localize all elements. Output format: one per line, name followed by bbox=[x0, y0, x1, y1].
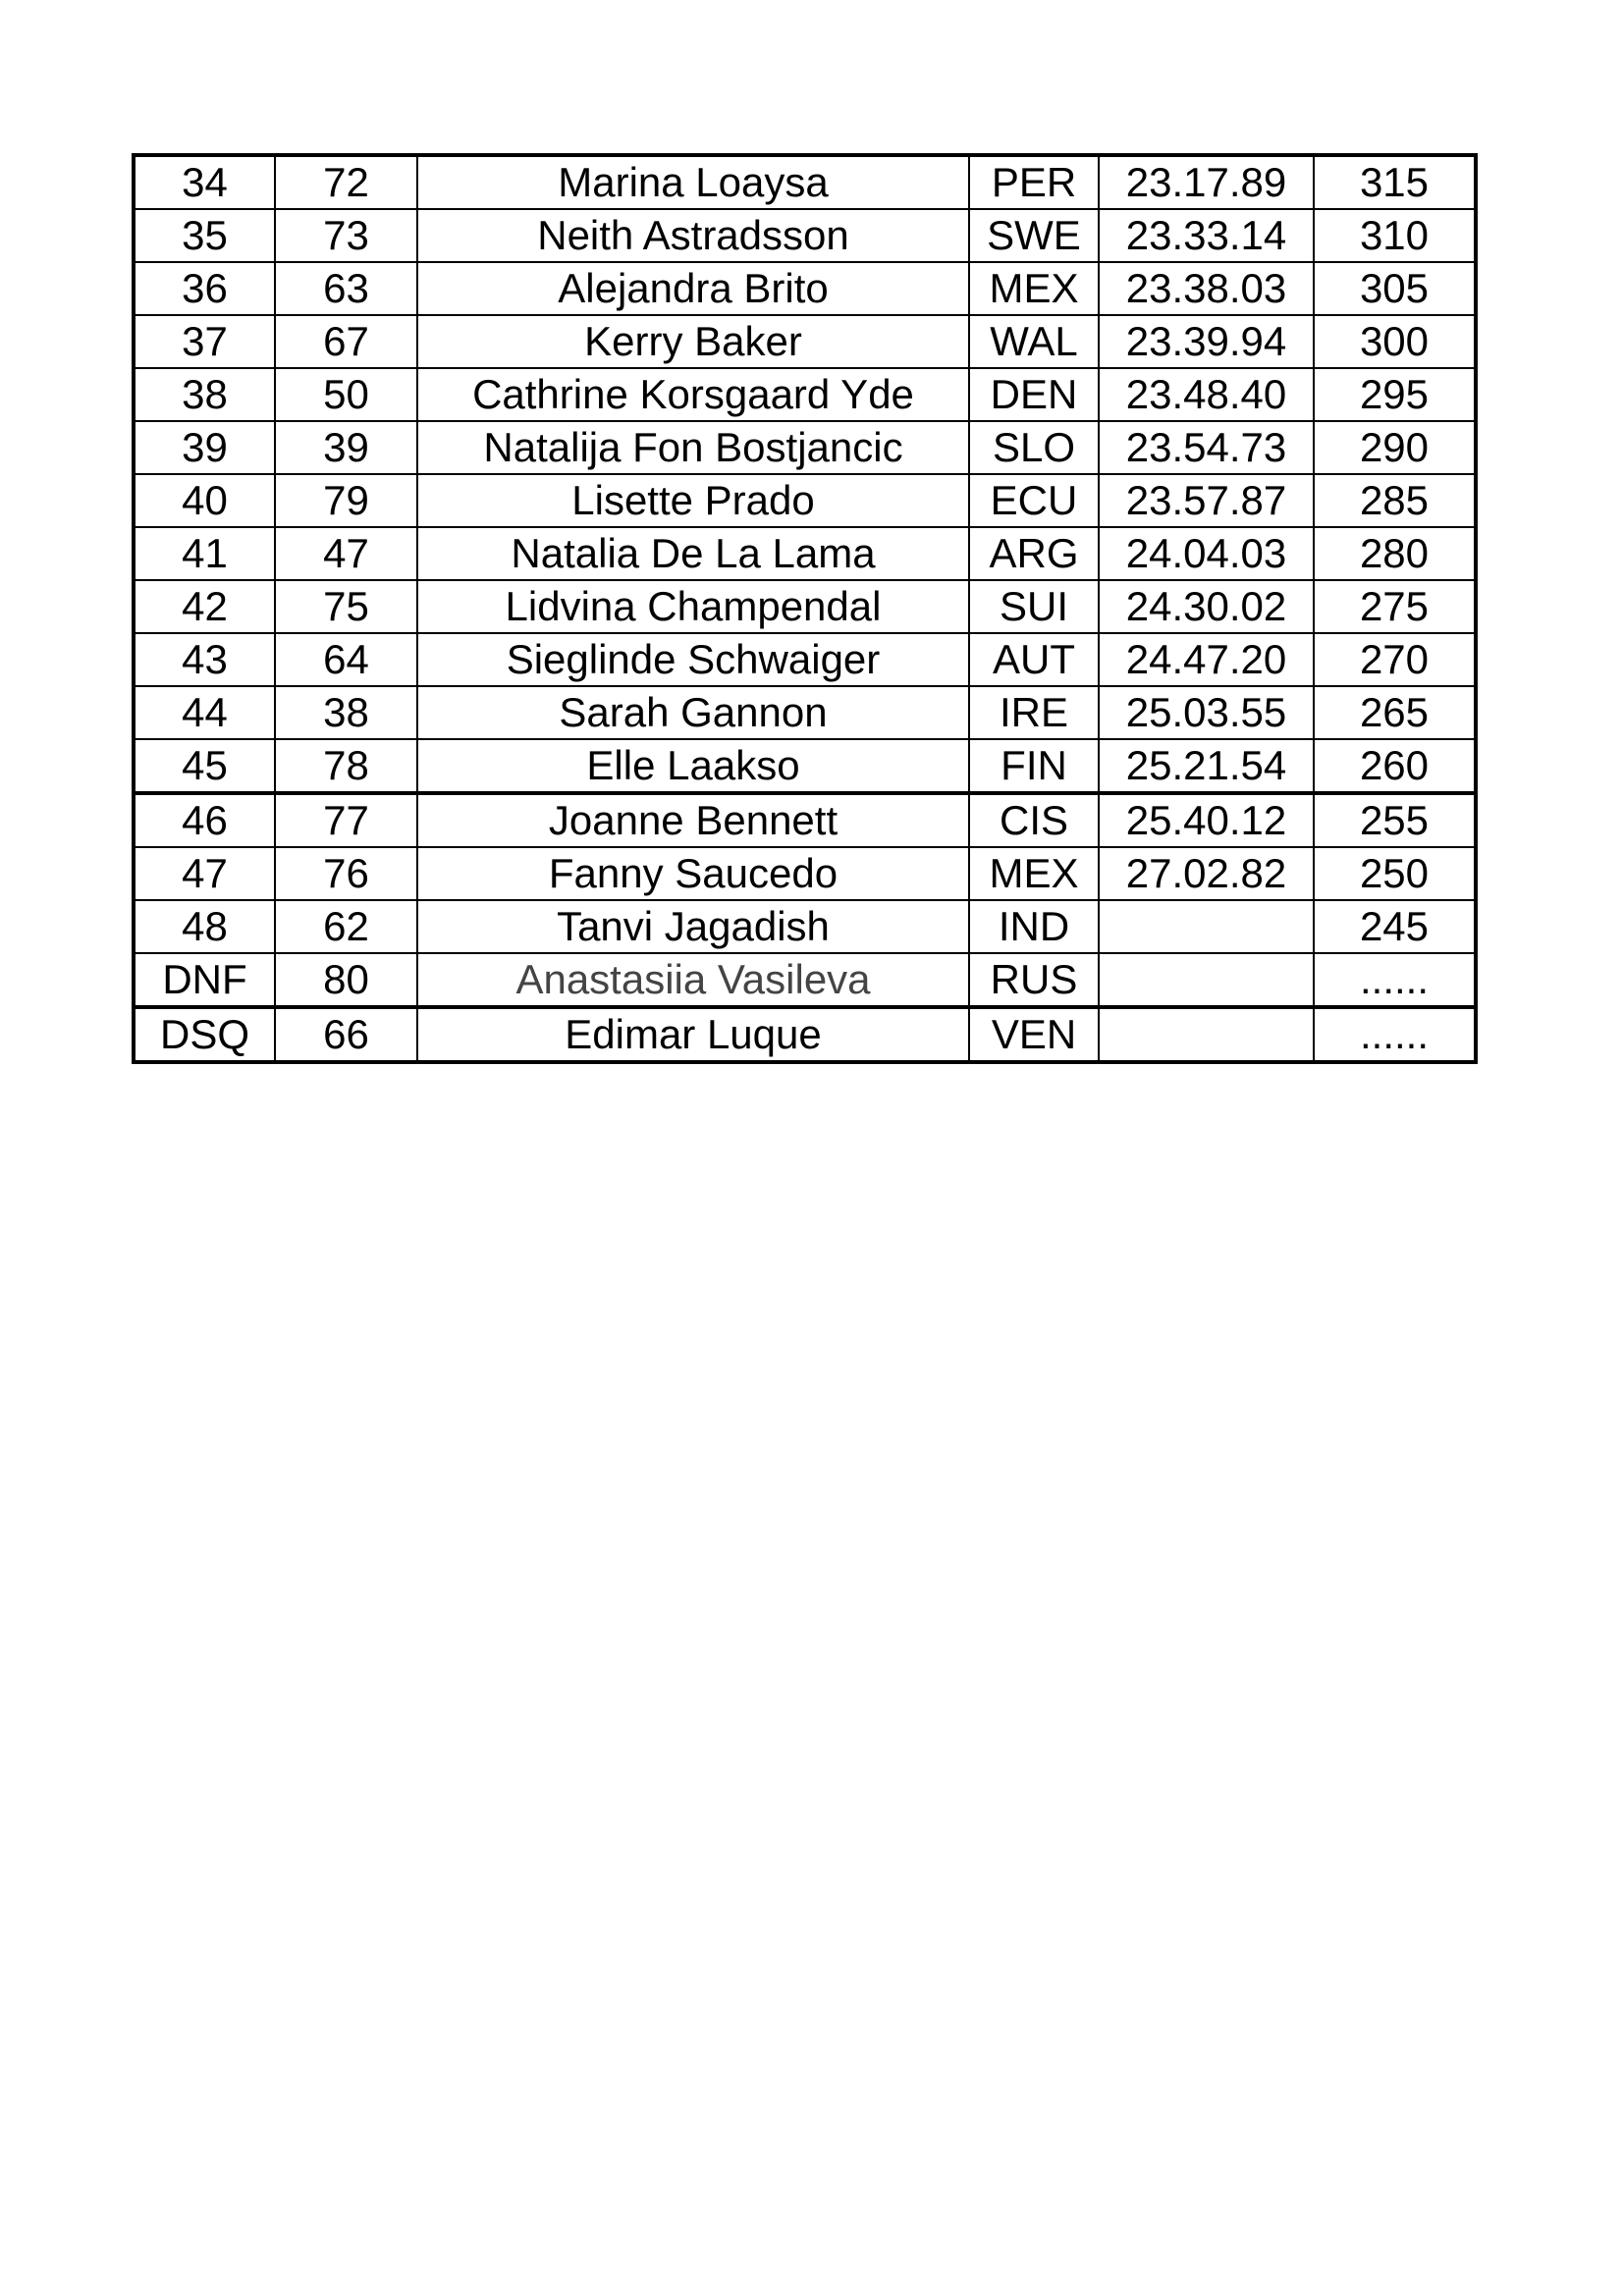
name-cell: Marina Loaysa bbox=[417, 155, 969, 209]
name-cell: Lisette Prado bbox=[417, 474, 969, 527]
nation-cell: DEN bbox=[969, 368, 1099, 421]
bib-cell: 76 bbox=[275, 847, 417, 900]
nation-cell: SLO bbox=[969, 421, 1099, 474]
points-cell: 245 bbox=[1314, 900, 1476, 953]
bib-cell: 73 bbox=[275, 209, 417, 262]
bib-cell: 75 bbox=[275, 580, 417, 633]
name-cell: Joanne Bennett bbox=[417, 793, 969, 847]
nation-cell: IND bbox=[969, 900, 1099, 953]
rank-cell: 34 bbox=[134, 155, 275, 209]
results-table bbox=[132, 153, 1478, 1064]
bib-cell: 79 bbox=[275, 474, 417, 527]
bib-cell: 77 bbox=[275, 793, 417, 847]
points-cell: 290 bbox=[1314, 421, 1476, 474]
points-cell: 310 bbox=[1314, 209, 1476, 262]
rank-cell: 38 bbox=[134, 368, 275, 421]
table-row bbox=[134, 953, 1476, 1007]
table-row bbox=[134, 739, 1476, 793]
name-cell: Natalija Fon Bostjancic bbox=[417, 421, 969, 474]
bib-cell: 66 bbox=[275, 1007, 417, 1062]
bib-cell: 39 bbox=[275, 421, 417, 474]
table-row bbox=[134, 686, 1476, 739]
rank-cell: 46 bbox=[134, 793, 275, 847]
nation-cell: PER bbox=[969, 155, 1099, 209]
name-cell: Kerry Baker bbox=[417, 315, 969, 368]
name-cell: Sarah Gannon bbox=[417, 686, 969, 739]
table-row bbox=[134, 793, 1476, 847]
time-cell: 24.47.20 bbox=[1099, 633, 1314, 686]
rank-cell: 36 bbox=[134, 262, 275, 315]
points-cell: 250 bbox=[1314, 847, 1476, 900]
table-row bbox=[134, 527, 1476, 580]
rank-cell: 39 bbox=[134, 421, 275, 474]
table-row bbox=[134, 474, 1476, 527]
name-cell: Fanny Saucedo bbox=[417, 847, 969, 900]
nation-cell: FIN bbox=[969, 739, 1099, 793]
time-cell: 23.57.87 bbox=[1099, 474, 1314, 527]
bib-cell: 64 bbox=[275, 633, 417, 686]
nation-cell: IRE bbox=[969, 686, 1099, 739]
points-cell: 260 bbox=[1314, 739, 1476, 793]
rank-cell: 44 bbox=[134, 686, 275, 739]
points-cell: 285 bbox=[1314, 474, 1476, 527]
time-cell bbox=[1099, 953, 1314, 1007]
time-cell: 23.39.94 bbox=[1099, 315, 1314, 368]
rank-cell: DSQ bbox=[134, 1007, 275, 1062]
bib-cell: 38 bbox=[275, 686, 417, 739]
table-row bbox=[134, 209, 1476, 262]
points-cell: ...... bbox=[1314, 1007, 1476, 1062]
bib-cell: 80 bbox=[275, 953, 417, 1007]
time-cell: 25.40.12 bbox=[1099, 793, 1314, 847]
bib-cell: 50 bbox=[275, 368, 417, 421]
name-cell: Anastasiia Vasileva bbox=[417, 953, 969, 1007]
points-cell: 305 bbox=[1314, 262, 1476, 315]
rank-cell: DNF bbox=[134, 953, 275, 1007]
table-row bbox=[134, 1007, 1476, 1062]
nation-cell: ARG bbox=[969, 527, 1099, 580]
table-row bbox=[134, 421, 1476, 474]
time-cell: 23.38.03 bbox=[1099, 262, 1314, 315]
bib-cell: 63 bbox=[275, 262, 417, 315]
nation-cell: RUS bbox=[969, 953, 1099, 1007]
bib-cell: 78 bbox=[275, 739, 417, 793]
points-cell: 265 bbox=[1314, 686, 1476, 739]
nation-cell: CIS bbox=[969, 793, 1099, 847]
rank-cell: 40 bbox=[134, 474, 275, 527]
time-cell: 23.33.14 bbox=[1099, 209, 1314, 262]
name-cell: Alejandra Brito bbox=[417, 262, 969, 315]
table-row bbox=[134, 847, 1476, 900]
time-cell: 23.54.73 bbox=[1099, 421, 1314, 474]
table-row bbox=[134, 368, 1476, 421]
time-cell bbox=[1099, 1007, 1314, 1062]
nation-cell: ECU bbox=[969, 474, 1099, 527]
table-row bbox=[134, 580, 1476, 633]
nation-cell: WAL bbox=[969, 315, 1099, 368]
nation-cell: AUT bbox=[969, 633, 1099, 686]
time-cell: 25.03.55 bbox=[1099, 686, 1314, 739]
time-cell: 27.02.82 bbox=[1099, 847, 1314, 900]
name-cell: Lidvina Champendal bbox=[417, 580, 969, 633]
nation-cell: MEX bbox=[969, 262, 1099, 315]
nation-cell: VEN bbox=[969, 1007, 1099, 1062]
points-cell: 275 bbox=[1314, 580, 1476, 633]
time-cell: 23.48.40 bbox=[1099, 368, 1314, 421]
bib-cell: 72 bbox=[275, 155, 417, 209]
name-cell: Elle Laakso bbox=[417, 739, 969, 793]
name-cell: Natalia De La Lama bbox=[417, 527, 969, 580]
rank-cell: 41 bbox=[134, 527, 275, 580]
name-cell: Neith Astradsson bbox=[417, 209, 969, 262]
rank-cell: 43 bbox=[134, 633, 275, 686]
nation-cell: SWE bbox=[969, 209, 1099, 262]
points-cell: 280 bbox=[1314, 527, 1476, 580]
points-cell: ...... bbox=[1314, 953, 1476, 1007]
points-cell: 295 bbox=[1314, 368, 1476, 421]
table-row bbox=[134, 315, 1476, 368]
time-cell: 24.30.02 bbox=[1099, 580, 1314, 633]
bib-cell: 67 bbox=[275, 315, 417, 368]
name-cell: Edimar Luque bbox=[417, 1007, 969, 1062]
table-row bbox=[134, 900, 1476, 953]
bib-cell: 62 bbox=[275, 900, 417, 953]
name-cell: Sieglinde Schwaiger bbox=[417, 633, 969, 686]
points-cell: 300 bbox=[1314, 315, 1476, 368]
table-row bbox=[134, 262, 1476, 315]
rank-cell: 48 bbox=[134, 900, 275, 953]
points-cell: 270 bbox=[1314, 633, 1476, 686]
rank-cell: 37 bbox=[134, 315, 275, 368]
bib-cell: 47 bbox=[275, 527, 417, 580]
rank-cell: 35 bbox=[134, 209, 275, 262]
time-cell bbox=[1099, 900, 1314, 953]
time-cell: 23.17.89 bbox=[1099, 155, 1314, 209]
time-cell: 24.04.03 bbox=[1099, 527, 1314, 580]
name-cell: Cathrine Korsgaard Yde bbox=[417, 368, 969, 421]
rank-cell: 42 bbox=[134, 580, 275, 633]
rank-cell: 47 bbox=[134, 847, 275, 900]
points-cell: 255 bbox=[1314, 793, 1476, 847]
time-cell: 25.21.54 bbox=[1099, 739, 1314, 793]
table-row bbox=[134, 633, 1476, 686]
nation-cell: SUI bbox=[969, 580, 1099, 633]
points-cell: 315 bbox=[1314, 155, 1476, 209]
nation-cell: MEX bbox=[969, 847, 1099, 900]
table-row bbox=[134, 155, 1476, 209]
name-cell: Tanvi Jagadish bbox=[417, 900, 969, 953]
rank-cell: 45 bbox=[134, 739, 275, 793]
